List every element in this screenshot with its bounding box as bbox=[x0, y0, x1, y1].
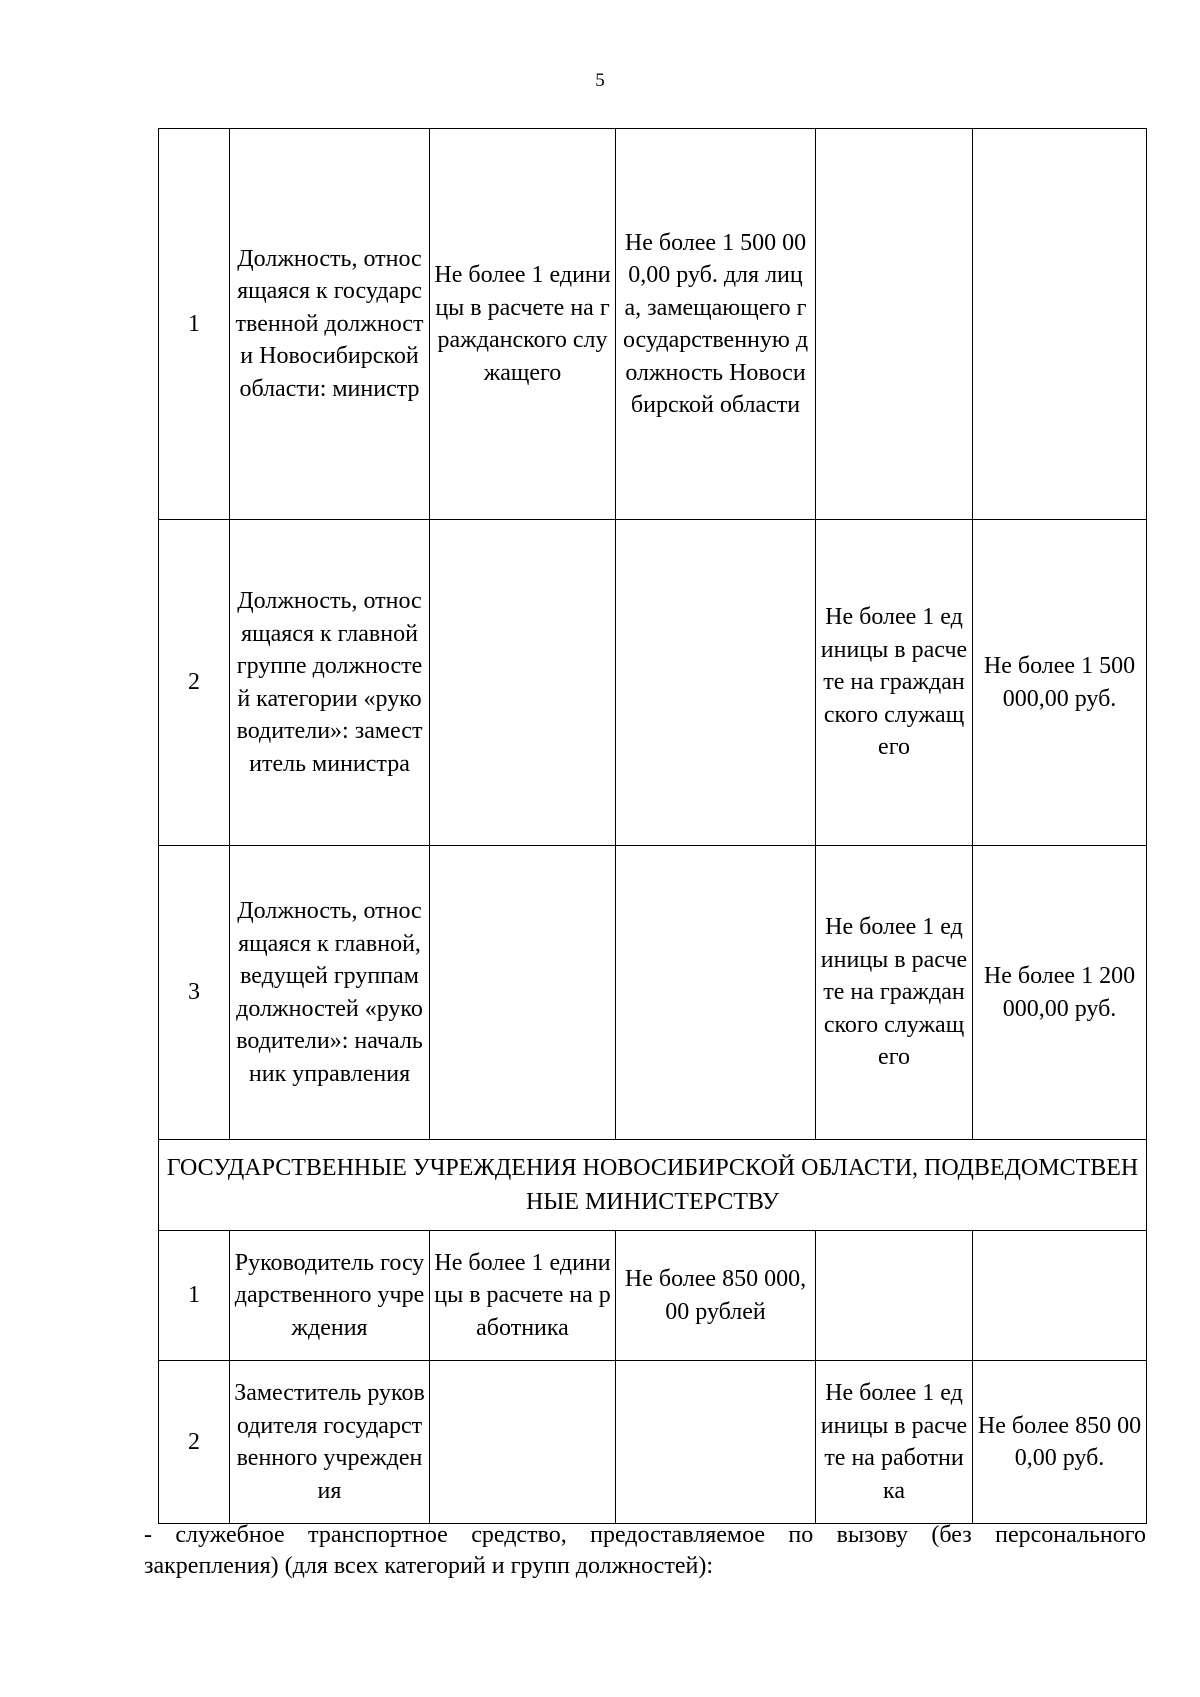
quantity-cell: Не более 1 единицы в расчете на гражданского служащего bbox=[430, 129, 616, 520]
row-number: 1 bbox=[159, 129, 230, 520]
position-cell: Заместитель руководителя государственного учреждения bbox=[230, 1361, 430, 1524]
row-number: 1 bbox=[159, 1231, 230, 1361]
quantity-cell: Не более 1 единицы в расчете на гражданского служащего bbox=[816, 846, 973, 1140]
price-cell bbox=[616, 846, 816, 1140]
position-cell: Должность, относящаяся к государственной должности Новосибирской области: министр bbox=[230, 129, 430, 520]
quantity-cell bbox=[816, 129, 973, 520]
section-heading-row bbox=[159, 1140, 1147, 1231]
quantity-cell: Не более 1 единицы в расчете на работника bbox=[816, 1361, 973, 1524]
table-row bbox=[159, 520, 1147, 846]
quantity-cell bbox=[430, 520, 616, 846]
price-cell: Не более 850 000,00 руб. bbox=[973, 1361, 1147, 1524]
quantity-cell bbox=[816, 1231, 973, 1361]
price-cell: Не более 1 500 000,00 руб. для лица, замещающего государственную должность Новосибирской области bbox=[616, 129, 816, 520]
position-cell: Руководитель государственного учреждения bbox=[230, 1231, 430, 1361]
table-row bbox=[159, 1361, 1147, 1524]
price-cell bbox=[616, 520, 816, 846]
quantity-cell bbox=[430, 1361, 616, 1524]
section-heading: ГОСУДАРСТВЕННЫЕ УЧРЕЖДЕНИЯ НОВОСИБИРСКОЙ ОБЛАСТИ, ПОДВЕДОМСТВЕННЫЕ МИНИСТЕРСТВУ bbox=[159, 1140, 1147, 1231]
price-cell bbox=[616, 1361, 816, 1524]
row-number: 2 bbox=[159, 1361, 230, 1524]
price-cell bbox=[973, 1231, 1147, 1361]
row-number: 3 bbox=[159, 846, 230, 1140]
price-cell bbox=[973, 129, 1147, 520]
body-paragraph: - служебное транспортное средство, предоставляемое по вызову (без персонального закрепления) (для всех категорий и групп должностей): bbox=[144, 1522, 1146, 1579]
price-cell: Не более 1 200 000,00 руб. bbox=[973, 846, 1147, 1140]
vehicle-norms-table bbox=[158, 128, 1147, 1524]
price-cell: Не более 850 000,00 рублей bbox=[616, 1231, 816, 1361]
quantity-cell bbox=[430, 846, 616, 1140]
page-number: 5 bbox=[595, 70, 605, 91]
table-row bbox=[159, 1231, 1147, 1361]
price-cell: Не более 1 500 000,00 руб. bbox=[973, 520, 1147, 846]
table-row bbox=[159, 846, 1147, 1140]
position-cell: Должность, относящаяся к главной группе должностей категории «руководители»: заместитель министра bbox=[230, 520, 430, 846]
position-cell: Должность, относящаяся к главной, ведущей группам должностей «руководители»: начальник управления bbox=[230, 846, 430, 1140]
table-row bbox=[159, 129, 1147, 520]
quantity-cell: Не более 1 единицы в расчете на работника bbox=[430, 1231, 616, 1361]
quantity-cell: Не более 1 единицы в расчете на гражданского служащего bbox=[816, 520, 973, 846]
row-number: 2 bbox=[159, 520, 230, 846]
